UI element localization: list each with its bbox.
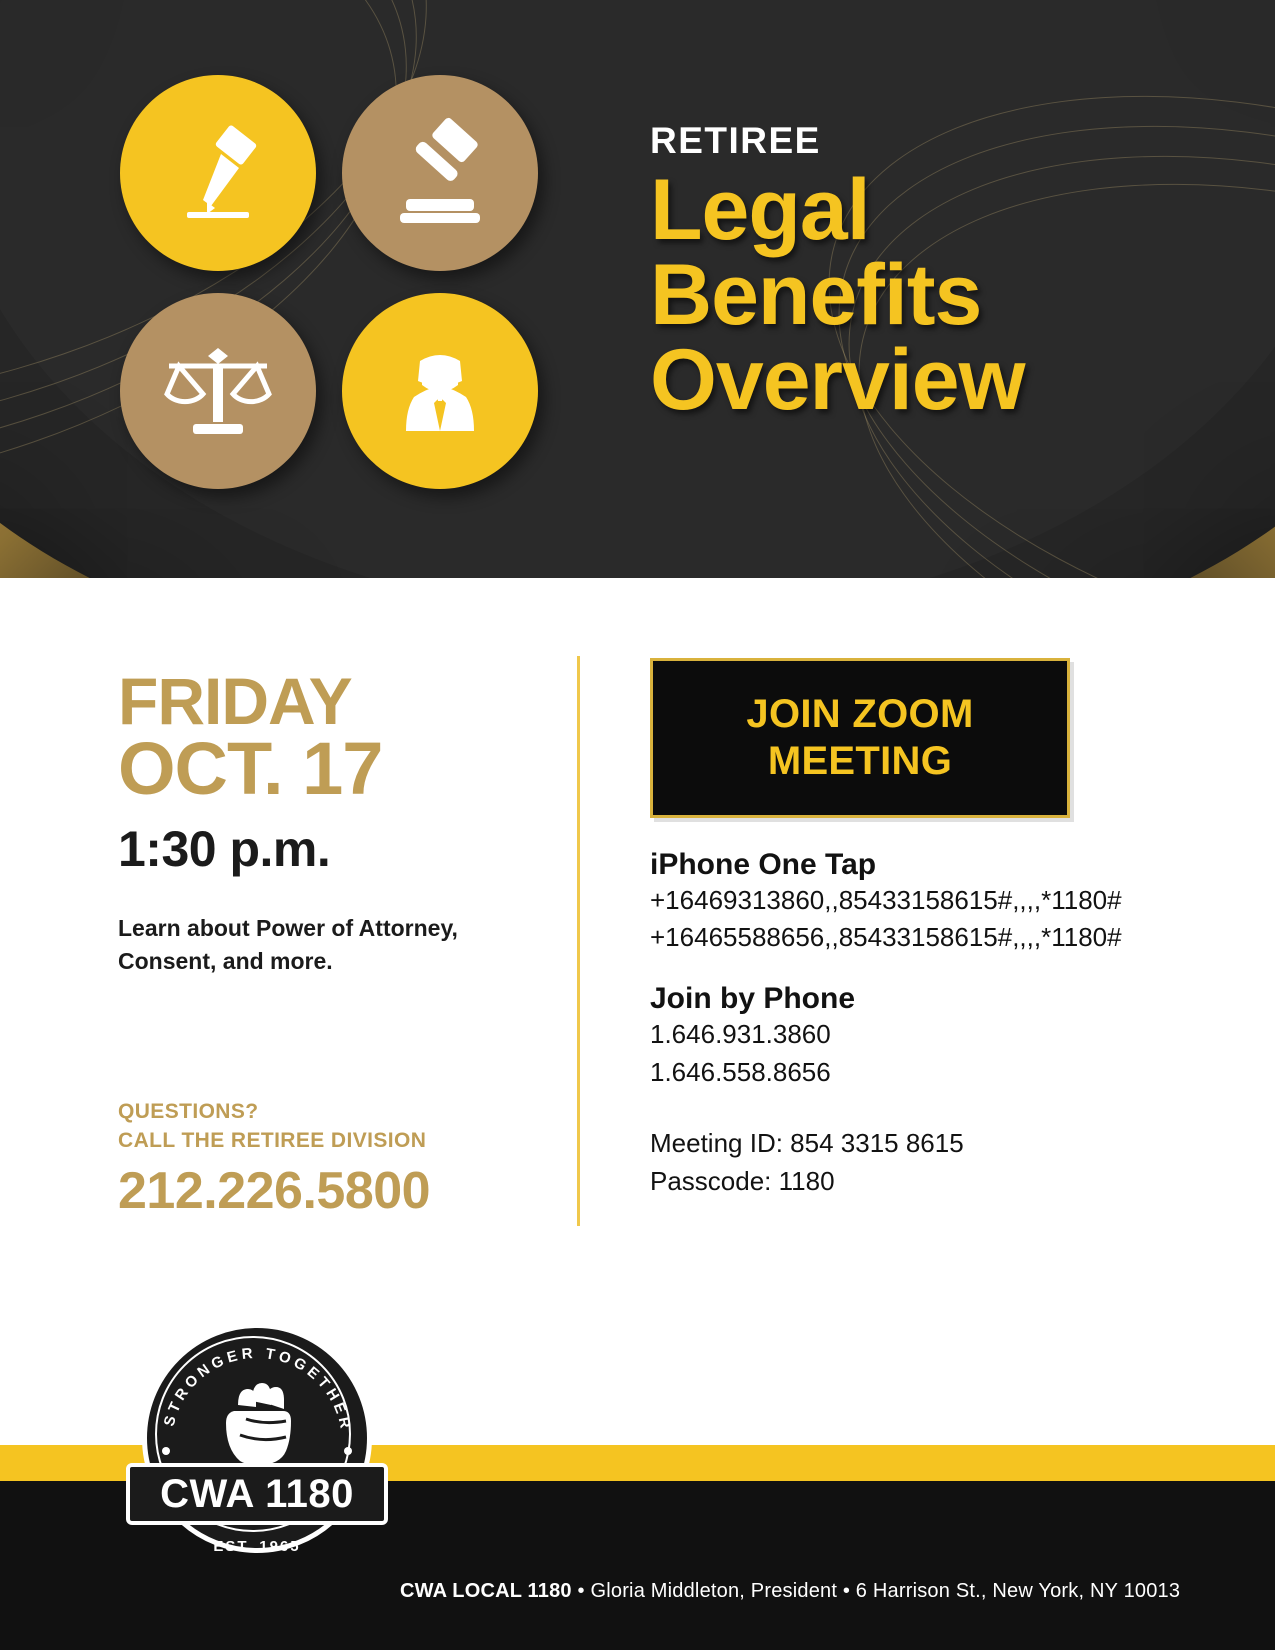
logo-est-text: EST. 1965 [213, 1537, 301, 1555]
retiree-division-phone[interactable]: 212.226.5800 [118, 1162, 431, 1221]
gavel-icon [342, 75, 538, 271]
header-kicker: RETIREE [650, 120, 821, 161]
raised-fist-icon [204, 1361, 316, 1473]
header-icon-grid [120, 75, 550, 485]
logo-name: CWA 1180 [160, 1471, 354, 1516]
questions-label: QUESTIONS? [118, 1100, 259, 1124]
join-by-phone-heading: Join by Phone [650, 981, 856, 1015]
meeting-passcode: Passcode: 1180 [650, 1165, 835, 1196]
zoom-details-column [650, 658, 1190, 1201]
meeting-id: Meeting ID: 854 3315 8615 [650, 1128, 964, 1159]
header-banner [0, 0, 1275, 578]
join-by-phone-number[interactable]: 1.646.931.3860 [650, 1018, 831, 1049]
scales-of-justice-icon [120, 293, 316, 489]
cwa-1180-logo [126, 1323, 388, 1585]
attorney-person-icon [342, 293, 538, 489]
join-by-phone-number[interactable]: 1.646.558.8656 [650, 1056, 831, 1087]
questions-call-label: CALL THE RETIREE DIVISION [118, 1128, 427, 1152]
event-time: 1:30 p.m. [118, 820, 331, 877]
footer-org: CWA LOCAL 1180 [400, 1580, 572, 1602]
pen-nib-icon [120, 75, 316, 271]
header-title-line-3: Overview [650, 332, 1025, 429]
header-title-line-2: Benefits [650, 247, 982, 344]
logo-established [196, 1531, 318, 1561]
vertical-divider [577, 656, 580, 1226]
header-title-block [650, 120, 1210, 429]
iphone-one-tap-heading: iPhone One Tap [650, 848, 877, 881]
footer-contact-line [400, 1580, 1180, 1603]
event-day: FRIDAY [118, 664, 352, 738]
join-zoom-label-line-1: JOIN ZOOM [746, 691, 974, 736]
join-zoom-label-line-2: MEETING [767, 739, 953, 783]
header-title-line-1: Legal [650, 162, 870, 258]
join-zoom-meeting-button[interactable] [650, 658, 1070, 818]
event-date: OCT. 17 [118, 727, 383, 810]
footer [0, 1344, 1275, 1650]
svg-text:STRONGER TOGETHER: STRONGER TOGETHER [160, 1344, 355, 1434]
event-description: Learn about Power of Attorney, Consent, and more. [118, 914, 458, 975]
iphone-one-tap-number[interactable]: +16465588656,,85433158615#,,,,*1180# [650, 921, 1122, 952]
footer-address: • Gloria Middleton, President • 6 Harrison St., New York, NY 10013 [571, 1580, 1181, 1602]
event-details-column [118, 664, 588, 1221]
logo-nameplate [126, 1463, 388, 1525]
iphone-one-tap-number[interactable]: +16469313860,,85433158615#,,,,*1180# [650, 885, 1122, 915]
